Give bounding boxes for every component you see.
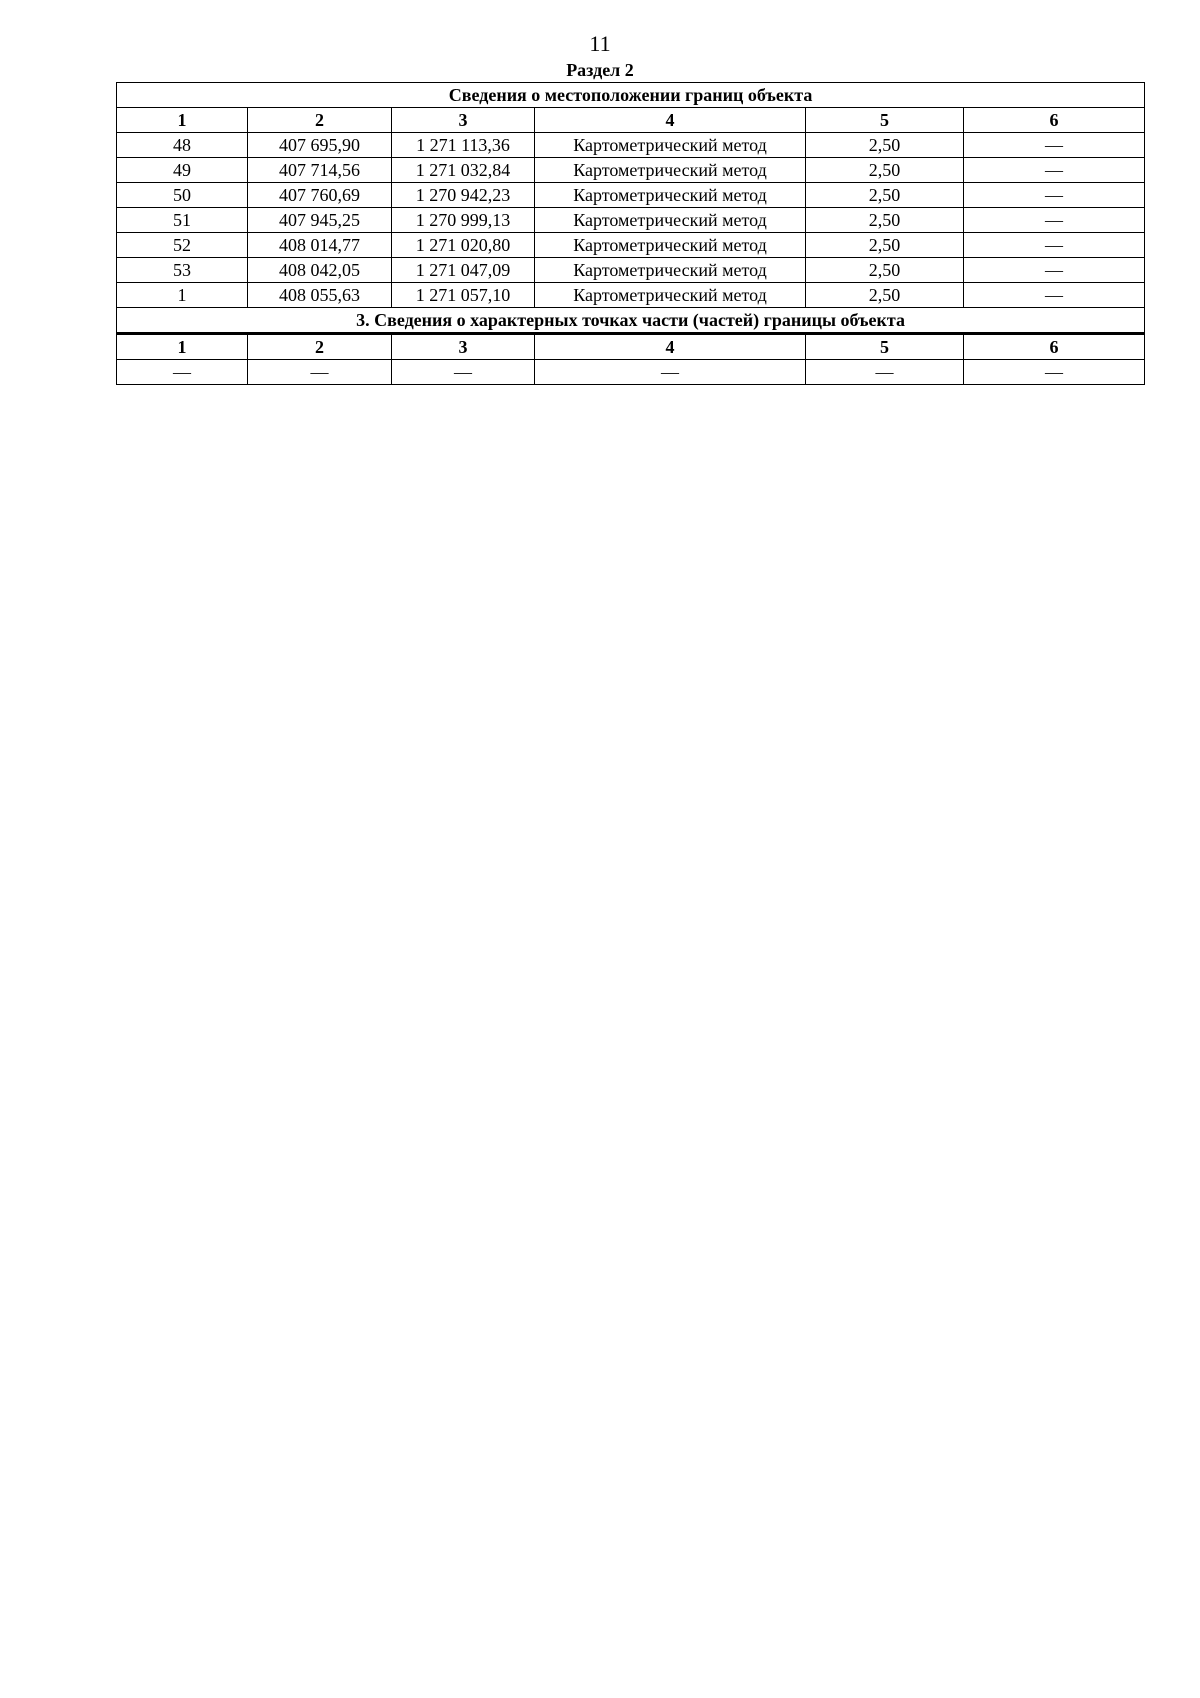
table1-header-cell: 5 (806, 108, 964, 133)
point-number-cell: 48 (117, 133, 248, 158)
y-coordinate-cell: 1 271 032,84 (392, 158, 535, 183)
table-row (117, 283, 1145, 308)
y-coordinate-cell: 1 270 999,13 (392, 208, 535, 233)
table2-header-cell: 1 (117, 334, 248, 360)
y-coordinate-cell: 1 270 942,23 (392, 183, 535, 208)
y-coordinate-cell: 1 271 113,36 (392, 133, 535, 158)
table2-header-cell: 4 (535, 334, 806, 360)
point-number-cell: 52 (117, 233, 248, 258)
x-coordinate-cell: 407 760,69 (248, 183, 392, 208)
table1-title: Сведения о местоположении границ объекта (117, 83, 1145, 108)
table1-header-cell: 3 (392, 108, 535, 133)
point-number-cell: 53 (117, 258, 248, 283)
description-cell: — (964, 208, 1145, 233)
table1-header-cell: 2 (248, 108, 392, 133)
x-coordinate-cell: 408 014,77 (248, 233, 392, 258)
point-number-cell: 50 (117, 183, 248, 208)
table1-header-cell: 1 (117, 108, 248, 133)
table-row (117, 158, 1145, 183)
table-row (117, 133, 1145, 158)
method-cell: Картометрический метод (535, 258, 806, 283)
table1-header-cell: 6 (964, 108, 1145, 133)
description-cell: — (964, 283, 1145, 308)
empty-dash-cell: — (535, 360, 806, 385)
accuracy-cell: 2,50 (806, 258, 964, 283)
table1-header-cell: 4 (535, 108, 806, 133)
empty-dash-cell: — (392, 360, 535, 385)
empty-dash-cell: — (964, 360, 1145, 385)
x-coordinate-cell: 407 714,56 (248, 158, 392, 183)
point-number-cell: 1 (117, 283, 248, 308)
accuracy-cell: 2,50 (806, 183, 964, 208)
table2-header-cell: 5 (806, 334, 964, 360)
description-cell: — (964, 133, 1145, 158)
method-cell: Картометрический метод (535, 283, 806, 308)
method-cell: Картометрический метод (535, 208, 806, 233)
y-coordinate-cell: 1 271 047,09 (392, 258, 535, 283)
page-number: 11 (589, 31, 611, 56)
empty-dash-cell: — (117, 360, 248, 385)
point-number-cell: 51 (117, 208, 248, 233)
table2-header-cell: 6 (964, 334, 1145, 360)
x-coordinate-cell: 407 695,90 (248, 133, 392, 158)
method-cell: Картометрический метод (535, 133, 806, 158)
table-row (117, 208, 1145, 233)
table-row (117, 233, 1145, 258)
accuracy-cell: 2,50 (806, 158, 964, 183)
empty-dash-cell: — (806, 360, 964, 385)
accuracy-cell: 2,50 (806, 233, 964, 258)
table-row (117, 183, 1145, 208)
x-coordinate-cell: 408 055,63 (248, 283, 392, 308)
description-cell: — (964, 158, 1145, 183)
table-row (117, 360, 1145, 385)
y-coordinate-cell: 1 271 057,10 (392, 283, 535, 308)
table2-title: 3. Сведения о характерных точках части (частей) границы объекта (117, 308, 1145, 334)
accuracy-cell: 2,50 (806, 283, 964, 308)
description-cell: — (964, 258, 1145, 283)
table-row (117, 258, 1145, 283)
description-cell: — (964, 183, 1145, 208)
table2-header-cell: 3 (392, 334, 535, 360)
method-cell: Картометрический метод (535, 183, 806, 208)
point-number-cell: 49 (117, 158, 248, 183)
empty-dash-cell: — (248, 360, 392, 385)
table2-header-cell: 2 (248, 334, 392, 360)
accuracy-cell: 2,50 (806, 133, 964, 158)
method-cell: Картометрический метод (535, 233, 806, 258)
description-cell: — (964, 233, 1145, 258)
x-coordinate-cell: 408 042,05 (248, 258, 392, 283)
method-cell: Картометрический метод (535, 158, 806, 183)
accuracy-cell: 2,50 (806, 208, 964, 233)
y-coordinate-cell: 1 271 020,80 (392, 233, 535, 258)
section-title: Раздел 2 (566, 60, 634, 80)
x-coordinate-cell: 407 945,25 (248, 208, 392, 233)
boundary-table (116, 82, 1145, 385)
